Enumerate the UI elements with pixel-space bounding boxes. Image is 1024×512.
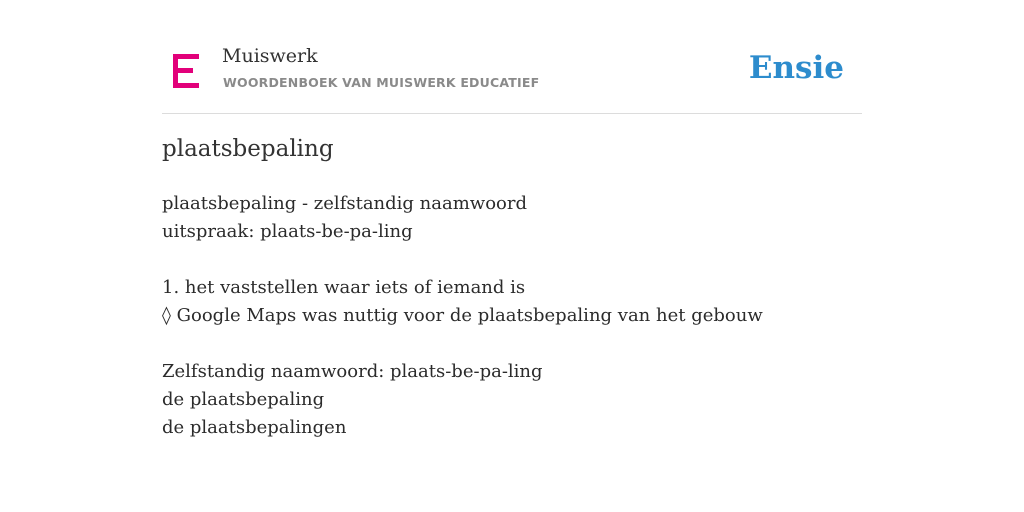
example-line: ◊ Google Maps was nuttig voor de plaatsbepaling van het gebouw: [162, 305, 763, 326]
entry-body: [162, 190, 862, 442]
part-of-speech-line: plaatsbepaling - zelfstandig naamwoord: [162, 193, 528, 214]
brand-subtitle: WOORDENBOEK VAN MUISWERK EDUCATIEF: [223, 75, 540, 90]
muiswerk-logo-icon[interactable]: [173, 54, 201, 88]
logo-bar-middle: [173, 68, 193, 73]
logo-bar-top: [173, 54, 199, 59]
singular-form: de plaatsbepaling: [162, 389, 325, 410]
plural-form: de plaatsbepalingen: [162, 417, 347, 438]
brand-name[interactable]: Muiswerk: [222, 45, 318, 67]
grammar-heading: Zelfstandig naamwoord: plaats-be-pa-ling: [162, 361, 543, 382]
pronunciation-line: uitspraak: plaats-be-pa-ling: [162, 221, 413, 242]
logo-bar-bottom: [173, 83, 199, 88]
definition-line: 1. het vaststellen waar iets of iemand is: [162, 277, 526, 298]
spacer: [162, 246, 862, 274]
header: [162, 40, 862, 114]
entry-title: plaatsbepaling: [162, 136, 334, 162]
ensie-logo[interactable]: Ensie: [748, 50, 844, 86]
spacer: [162, 330, 862, 358]
